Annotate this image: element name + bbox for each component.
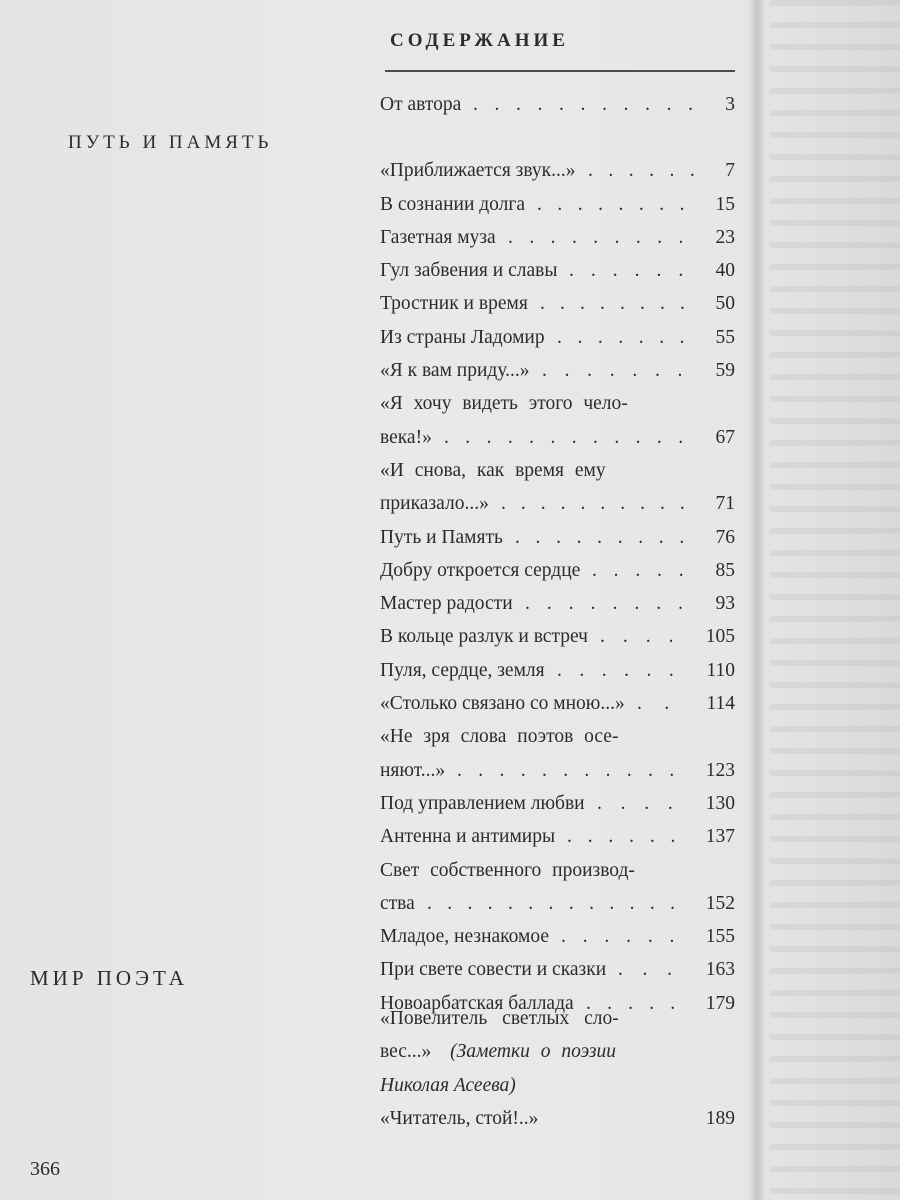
toc-entry-page: 50 — [715, 293, 735, 315]
heading-rule — [385, 70, 735, 72]
toc-entry — [380, 587, 735, 620]
toc-entry — [380, 88, 735, 121]
toc-entry-title: Добру откроется сердце — [380, 559, 581, 581]
contents-heading: СОДЕРЖАНИЕ — [390, 30, 569, 51]
toc-leader-dots: ...... — [567, 826, 692, 848]
toc-leader-dots: ............ — [444, 426, 700, 448]
toc-entry-page: 155 — [705, 926, 735, 948]
toc-entry — [380, 554, 735, 587]
toc-entry — [380, 154, 735, 187]
toc-entry — [380, 487, 735, 520]
toc-leader-dots: ..... — [586, 992, 692, 1014]
toc-leader-dots: ... — [618, 959, 692, 981]
page-gutter — [748, 0, 766, 1200]
toc-entry-page: 55 — [715, 326, 735, 348]
toc-entry-title: Из страны Ладомир — [380, 326, 545, 348]
toc-entry-title: Мастер радости — [380, 593, 513, 615]
toc-leader-dots: ........ — [525, 593, 700, 615]
toc-entry-title: века!» — [380, 426, 432, 448]
toc-leader-dots: ............. — [427, 892, 691, 914]
toc-entry-title: В кольце разлук и встреч — [380, 626, 588, 648]
page-number: 366 — [30, 1158, 60, 1180]
toc-entry — [380, 687, 735, 720]
toc-entry-line — [380, 1035, 735, 1068]
toc-entry — [380, 521, 735, 554]
toc-list — [380, 88, 735, 1020]
toc-list-second — [380, 1002, 735, 1135]
toc-entry-line — [380, 854, 735, 887]
toc-entry — [380, 920, 735, 953]
toc-entry-page: 137 — [705, 826, 735, 848]
section-title-mir-poeta: МИР ПОЭТА — [30, 966, 188, 990]
toc-leader-dots: .... — [600, 626, 692, 648]
toc-leader-dots: ........ — [540, 293, 700, 315]
toc-entry-page: 71 — [715, 493, 735, 515]
toc-entry — [380, 354, 735, 387]
toc-leader-dots: ...... — [557, 659, 692, 681]
toc-entry — [380, 887, 735, 920]
toc-entry-line — [380, 387, 735, 420]
toc-entry-title: «Столько связано со мною...» — [380, 693, 625, 715]
toc-entry-title: В сознании долга — [380, 193, 526, 215]
toc-entry-page: 59 — [715, 360, 735, 382]
toc-leader-dots: ...... — [561, 926, 692, 948]
toc-entry-title: При свете совести и сказки — [380, 959, 607, 981]
toc-entry — [380, 1102, 735, 1135]
toc-entry-note: (Заметки о поэзии — [450, 1041, 617, 1063]
toc-entry — [380, 321, 735, 354]
toc-entry-title: «Не зря слова поэтов осе- — [380, 726, 619, 748]
toc-entry-line — [380, 1069, 735, 1102]
toc-entry-line — [380, 454, 735, 487]
toc-entry-page: 163 — [705, 959, 735, 981]
toc-entry-title: приказало...» — [380, 493, 489, 515]
toc-entry — [380, 953, 735, 986]
toc-entry-title: От автора — [380, 94, 462, 115]
toc-entry-page: 130 — [705, 792, 735, 814]
toc-entry-title: Пуля, сердце, земля — [380, 659, 545, 681]
toc-leader-dots: ........... — [473, 94, 710, 115]
toc-leader-dots: ......... — [515, 526, 700, 548]
toc-entry-title: «Приближается звук...» — [380, 160, 576, 182]
toc-entry-title: «Я к вам приду...» — [380, 360, 530, 382]
toc-entry-page: 105 — [705, 626, 735, 648]
toc-entry-title: Газетная муза — [380, 226, 496, 248]
toc-entry-title: «И снова, как время ему — [380, 459, 606, 481]
toc-entry — [380, 620, 735, 653]
toc-leader-dots: ......... — [508, 226, 700, 248]
toc-entry-title-group — [380, 1035, 616, 1068]
toc-leader-dots: .... — [597, 792, 692, 814]
toc-entry-note: Николая Асеева) — [380, 1074, 516, 1096]
toc-entry — [380, 421, 735, 454]
toc-entry-page: 93 — [715, 593, 735, 615]
toc-entry-page: 85 — [715, 559, 735, 581]
toc-entry-title: «Я хочу видеть этого чело- — [380, 393, 628, 415]
toc-leader-dots: ........ — [537, 193, 700, 215]
toc-entry-title: Гул забвения и славы — [380, 260, 558, 282]
toc-entry-page: 23 — [715, 226, 735, 248]
toc-entry-page: 152 — [705, 892, 735, 914]
toc-entry-page: 110 — [706, 659, 735, 681]
toc-entry-title: «Повелитель светлых сло- — [380, 1008, 619, 1029]
toc-entry-title: няют...» — [380, 759, 446, 781]
toc-leader-dots: ....... — [557, 326, 701, 348]
toc-entry-title: Новоарбатская баллада — [380, 992, 574, 1014]
toc-entry-page: 76 — [715, 526, 735, 548]
section-title-put-i-pamyat: ПУТЬ И ПАМЯТЬ — [68, 132, 273, 153]
toc-entry — [380, 654, 735, 687]
toc-entry — [380, 188, 735, 221]
toc-entry-line — [380, 720, 735, 753]
toc-entry-page: 67 — [715, 426, 735, 448]
toc-entry — [380, 787, 735, 820]
toc-leader-dots: ........... — [457, 759, 691, 781]
toc-entry-line — [380, 1002, 735, 1035]
toc-entry-title: Младое, незнакомое — [380, 926, 550, 948]
toc-entry-page: 3 — [725, 94, 735, 115]
toc-entry — [380, 754, 735, 787]
toc-entry-title: Антенна и антимиры — [380, 826, 556, 848]
toc-leader-dots: ...... — [569, 260, 701, 282]
toc-leader-dots: .. — [637, 693, 692, 715]
toc-leader-dots: ..... — [592, 559, 701, 581]
toc-leader-dots: ...... — [588, 160, 711, 182]
facing-page-edge — [770, 0, 900, 1200]
toc-entry-page: 7 — [725, 160, 735, 182]
toc-entry — [380, 287, 735, 320]
toc-entry-page: 179 — [705, 992, 735, 1014]
toc-entry — [380, 254, 735, 287]
toc-leader-dots: .......... — [501, 493, 700, 515]
toc-entry-title: Под управлением любви — [380, 792, 585, 814]
toc-entry-page: 189 — [705, 1107, 735, 1129]
toc-entry-title: Свет собственного производ- — [380, 859, 635, 881]
toc-leader-dots: ....... — [542, 360, 701, 382]
toc-entry-page: 114 — [706, 693, 735, 715]
toc-entry-title: Путь и Память — [380, 526, 503, 548]
toc-entry-page: 15 — [715, 193, 735, 215]
toc-entry — [380, 820, 735, 853]
toc-entry-page: 123 — [705, 759, 735, 781]
toc-entry — [380, 221, 735, 254]
toc-entry-title: ства — [380, 892, 415, 914]
toc-entry-page: 40 — [715, 260, 735, 282]
toc-entry-title: Тростник и время — [380, 293, 528, 315]
toc-entry-title: «Читатель, стой!..» — [380, 1107, 539, 1129]
toc-entry-title: вес...» — [380, 1041, 432, 1063]
